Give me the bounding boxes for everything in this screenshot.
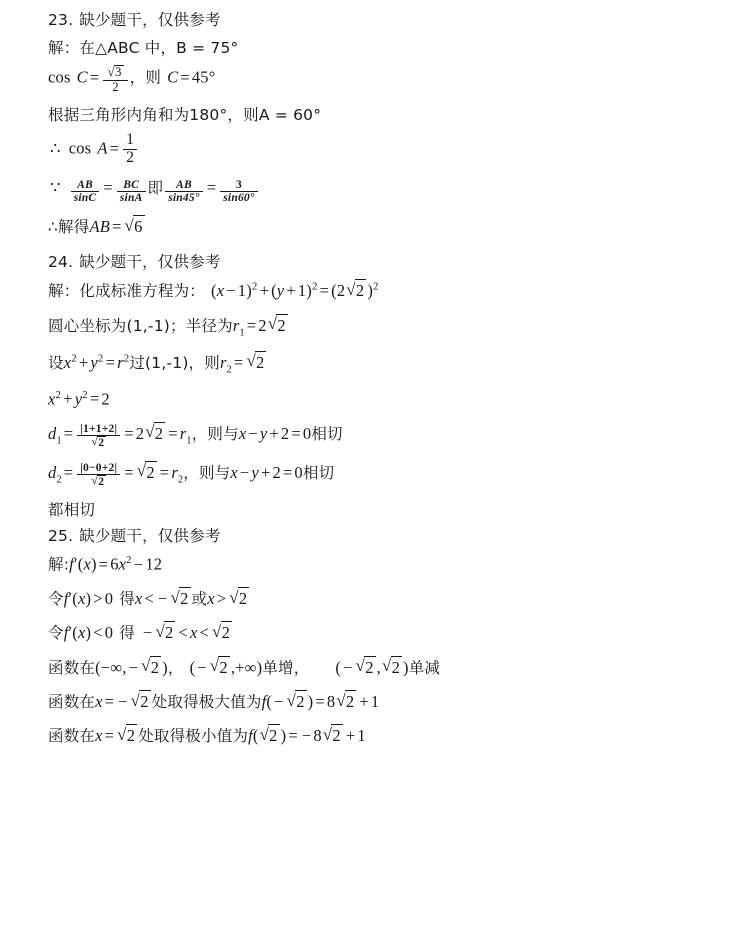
monotone-dec-label: 单减 — [408, 658, 441, 677]
get-label-2: 得 — [119, 624, 135, 643]
get-label-1: 得 — [119, 590, 135, 609]
problem-23-line-2: cos C = √ $\frac{3}{2}$ ，则 C = 45° — [48, 65, 696, 94]
problem-24-line-7 — [48, 500, 696, 521]
angle-sum-statement: 根据三角形内角和为180°，则A = 60° — [48, 106, 322, 125]
problem-24-number: 24. — [48, 253, 74, 272]
problem-23-line-1 — [48, 37, 696, 59]
monotone-inc-label: 单增， — [262, 658, 310, 677]
problem-24-line-1: 解：化成标准方程为： $(x - 1)^2 + (y + 1)^2 = (2$ √ 2 )$^2$ — [48, 279, 696, 302]
problem-23-line-4: ∴ cos A = $\frac{1}{2}$ — [48, 132, 696, 166]
let-label-2: 令 — [48, 624, 64, 643]
problem-25-line-4: 函数在(−∞, − √ 2 )， ( − √ 2 ,+∞)单增， ( − √ 2 , √ 2 )单减 — [48, 656, 696, 679]
min-at-label: 处取得极小值为 — [138, 727, 249, 746]
problem-24-stem: 缺少题干，仅供参考 — [79, 253, 221, 272]
problem-25-number: 25. — [48, 527, 74, 546]
problem-24-heading — [48, 252, 696, 273]
standard-form-label: 化成标准方程为： — [79, 282, 206, 301]
problem-25-line-6: 函数在x = √ 2 处取得极小值为f( √ 2 ) = − 8 √ 2 + 1 — [48, 724, 696, 747]
problem-23-line-6: ∴解得AB = √ 6 — [48, 215, 696, 238]
problem-25-line-3: 令f′(x) < 0 得 − √ 2 < x < √ 2 — [48, 621, 696, 644]
problem-23-heading — [48, 10, 696, 31]
tangent-end-1: 相切 — [311, 424, 343, 443]
through-point-label: 过(1,-1)，则 — [129, 353, 220, 372]
problem-23-line-3 — [48, 105, 696, 126]
triangle-statement: 在△ABC 中，B = 75° — [79, 38, 239, 57]
problem-25-heading — [48, 526, 696, 547]
problem-24-line-6: $d_2$ = |0−0+2| √ 2 = √ $2 = r_2$，则与x − y + 2 = 0相切 — [48, 461, 696, 489]
tangent-clause-1: ，则与 — [191, 424, 239, 443]
solution-marker-25: 解: — [48, 555, 70, 574]
func-in-label-1: 函数在 — [48, 658, 96, 677]
solution-marker-23: 解： — [48, 38, 80, 57]
max-at-label: 处取得极大值为 — [151, 692, 262, 711]
problem-23-line-5: ∵ $\frac{AB}{\sin C}$ = $\frac{BC}{\sin A}$ 即 $\frac{AB}{\sin 45^\circ}$ = $\frac{3}{\sin 60^\circ}$ — [48, 177, 696, 204]
problem-25-line-1: 解:f′(x) = $6x^2 - 12$ — [48, 554, 163, 574]
or-label: 或 — [191, 590, 208, 609]
set-circle-label: 设 — [48, 353, 64, 372]
problem-25-line-2: 令f′(x) > 0 得x < − √ 2 或x > √ 2 — [48, 587, 696, 610]
func-at-label-2: 函数在 — [48, 727, 96, 746]
problem-24-line-4: $x^2 + y^2 = 2$ — [48, 388, 110, 409]
solved-ab-label: ∴解得 — [48, 218, 90, 237]
let-label-1: 令 — [48, 590, 64, 609]
func-at-label-1: 函数在 — [48, 692, 96, 711]
center-radius-label: 圆心坐标为(1,-1)；半径为 — [48, 316, 233, 335]
problem-25-line-5: 函数在x = − √ 2 处取得极大值为f( − √ 2 ) = 8 √ 2 + 1 — [48, 690, 696, 713]
all-tangent-label: 都相切 — [48, 500, 96, 519]
problem-24-line-2: 圆心坐标为(1,-1)；半径为$r_1 = 2$ √ 2 — [48, 314, 696, 340]
problem-23-stem: 缺少题干，仅供参考 — [79, 11, 221, 29]
problem-24-line-5: $d_1$ = |1+1+2| √ 2 = 2 √ $2 = r_1$，则与x − y + 2 = 0相切 — [48, 422, 696, 450]
problem-24-line-3: 设$x^2 + y^2 = r^2$过(1,-1)，则$r_2$ = √ 2 — [48, 351, 696, 377]
tangent-clause-2: ，则与 — [183, 463, 231, 482]
tangent-end-2: 相切 — [302, 463, 335, 482]
solution-marker-24: 解： — [48, 282, 80, 301]
problem-25-stem: 缺少题干，仅供参考 — [79, 527, 221, 546]
problem-23-number: 23. — [48, 11, 74, 29]
